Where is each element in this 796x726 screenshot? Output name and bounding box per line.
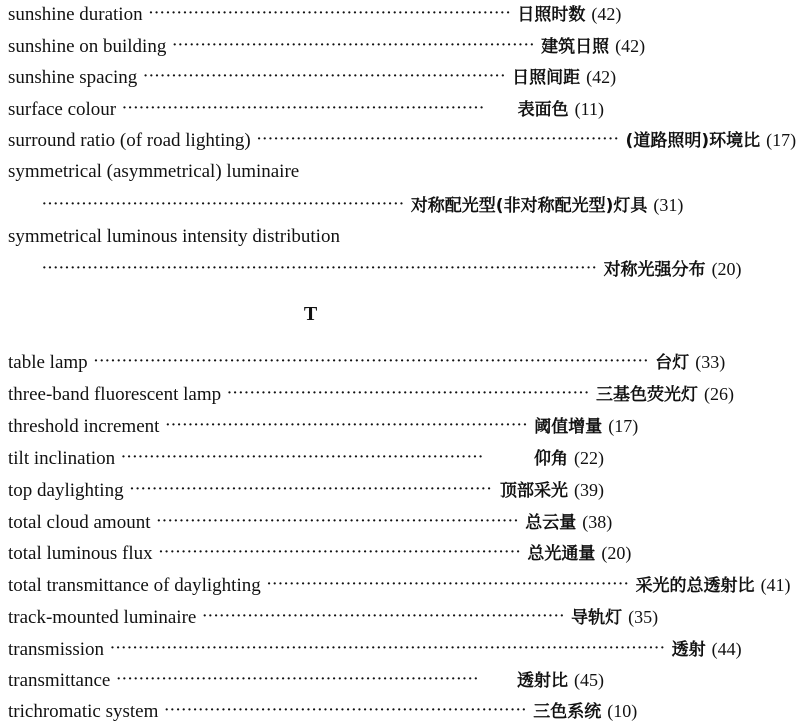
leader-dots: ································································ [165, 418, 529, 433]
section-letter-heading: T [303, 303, 318, 325]
leader-dots: ································································ [129, 482, 493, 497]
entry-page-ref: (17) [766, 130, 796, 150]
glossary-entry [36, 255, 742, 283]
entry-page-ref: (20) [711, 259, 742, 279]
glossary-entry [8, 539, 632, 567]
leader-dots: ································································ [158, 545, 522, 560]
glossary-entry [8, 380, 734, 408]
entry-term-zh: 采光的总透射比 [635, 576, 755, 596]
glossary-entry [8, 0, 622, 28]
entry-page-ref: (31) [653, 195, 684, 215]
leader-dots: ································································ [143, 69, 507, 84]
leader-dots: ································································ [156, 514, 520, 529]
glossary-entry [8, 348, 726, 376]
entry-term-en: transmission [8, 639, 105, 660]
entry-term-en: trichromatic system [8, 701, 159, 722]
entry-term-en: threshold increment [8, 416, 160, 437]
glossary-entry [8, 666, 604, 694]
entry-term-zh: 三色系统 [533, 702, 602, 722]
entry-term-en: sunshine on building [8, 36, 167, 57]
entry-term-zh: 透射 [671, 640, 706, 660]
entry-term-en: total transmittance of daylighting [8, 575, 261, 596]
leader-dots: ································································ [42, 197, 405, 212]
entry-term-zh: 阈值增量 [534, 417, 603, 437]
entry-page-ref: (42) [591, 4, 622, 24]
entry-term-zh: 对称光强分布 [603, 260, 706, 280]
entry-term-en: surface colour [8, 99, 117, 120]
entry-page-ref: (38) [582, 512, 613, 532]
entry-page-ref: (45) [574, 670, 604, 690]
entry-term-en: three-band fluorescent lamp [8, 384, 222, 405]
leader-dots: ································································ [202, 609, 566, 624]
glossary-entry [8, 95, 604, 123]
entry-page-ref: (35) [628, 607, 659, 627]
entry-term-en: tilt inclination [8, 448, 116, 469]
glossary-entry [8, 635, 742, 663]
leader-dots: ································································ [227, 386, 590, 401]
entry-page-ref: (42) [615, 36, 646, 56]
leader-dots: ································································ [121, 450, 484, 465]
entry-page-ref: (11) [574, 99, 604, 119]
leader-dots: ································································ [122, 101, 485, 116]
leader-dots: ································································ [172, 38, 536, 53]
entry-page-ref: (22) [574, 448, 604, 468]
glossary-entry [8, 603, 659, 631]
entry-term-zh: 表面色 [517, 100, 569, 120]
leader-dots: ·································································································· [110, 641, 666, 656]
entry-page-ref: (20) [601, 543, 632, 563]
entry-page-ref: (44) [711, 639, 742, 659]
entry-page-ref: (10) [607, 701, 638, 721]
entry-term-zh: 台灯 [655, 353, 690, 373]
entry-term-en: track-mounted luminaire [8, 607, 197, 628]
glossary-entry [8, 697, 638, 725]
entry-term-en: table lamp [8, 352, 88, 373]
leader-dots: ································································ [256, 132, 620, 147]
leader-dots: ·································································································· [93, 354, 650, 369]
glossary-entry [8, 32, 646, 60]
entry-page-ref: (17) [608, 416, 639, 436]
entry-term-en: top daylighting [8, 480, 124, 501]
entry-term-en: transmittance [8, 670, 111, 691]
entry-term-zh: 总云量 [525, 513, 577, 533]
entry-term-en: symmetrical (asymmetrical) luminaire [8, 161, 300, 182]
glossary-entry [36, 191, 684, 219]
entry-term-zh: 总光通量 [527, 544, 596, 564]
entry-term-zh: 日照间距 [512, 68, 581, 88]
leader-dots: ································································ [148, 6, 512, 21]
leader-dots: ································································ [164, 703, 528, 718]
glossary-entry [8, 571, 791, 599]
entry-term-en: total cloud amount [8, 512, 151, 533]
entry-term-zh: 日照时数 [517, 5, 586, 25]
leader-dots: ································································ [116, 672, 480, 687]
entry-term-zh: 顶部采光 [500, 481, 568, 501]
entry-term-zh: 仰角 [534, 449, 568, 469]
glossary-entry [8, 63, 617, 91]
entry-term-zh: 对称配光型(非对称配光型)灯具 [410, 196, 648, 216]
entry-page-ref: (39) [574, 480, 604, 500]
entry-term-en: sunshine spacing [8, 67, 138, 88]
entry-page-ref: (41) [760, 575, 791, 595]
entry-term-en: total luminous flux [8, 543, 153, 564]
entry-term-zh: 三基色荧光灯 [595, 385, 698, 405]
entry-page-ref: (33) [695, 352, 726, 372]
entry-term-zh: 导轨灯 [571, 608, 623, 628]
glossary-entry [8, 412, 639, 440]
entry-term-zh: (道路照明)环境比 [625, 131, 761, 151]
leader-dots: ·································································································· [42, 261, 598, 276]
entry-term-en: surround ratio (of road lighting) [8, 130, 251, 151]
leader-dots: ································································ [266, 577, 630, 592]
entry-term-zh: 透射比 [517, 671, 568, 691]
glossary-entry [8, 444, 604, 472]
entry-page-ref: (42) [586, 67, 617, 87]
glossary-entry [8, 508, 613, 536]
glossary-entry [8, 126, 796, 154]
glossary-entry [8, 476, 604, 504]
entry-term-en: sunshine duration [8, 4, 143, 25]
entry-term-zh: 建筑日照 [541, 37, 610, 57]
entry-term-en: symmetrical luminous intensity distribution [8, 226, 340, 247]
entry-page-ref: (26) [703, 384, 734, 404]
